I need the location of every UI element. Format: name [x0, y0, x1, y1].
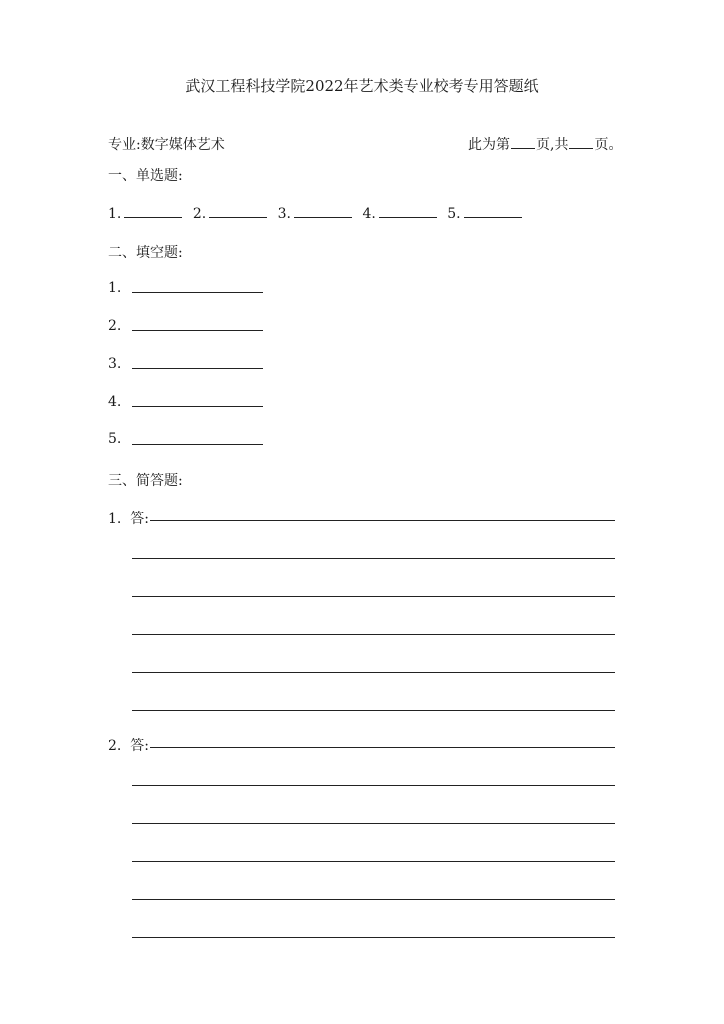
- answer-line[interactable]: [132, 672, 615, 673]
- answer-blank[interactable]: [294, 204, 352, 218]
- answer-blank[interactable]: [209, 204, 267, 218]
- answer-line[interactable]: [150, 747, 615, 748]
- answer-blank[interactable]: [124, 204, 182, 218]
- page-number-blank[interactable]: [511, 134, 535, 149]
- single-choice-row: [108, 204, 528, 222]
- answer-line[interactable]: [132, 634, 615, 635]
- answer-blank[interactable]: [464, 204, 522, 218]
- major-label: 专业:: [108, 137, 141, 153]
- fill-blank-line[interactable]: [132, 330, 263, 331]
- fill-blank-number: 2.: [108, 318, 122, 334]
- fill-blank-number: 3.: [108, 356, 122, 372]
- page-count-info: [468, 134, 622, 154]
- answer-line[interactable]: [132, 823, 615, 824]
- answer-line[interactable]: [132, 558, 615, 559]
- answer-line[interactable]: [132, 861, 615, 862]
- answer-line[interactable]: [150, 520, 615, 521]
- short-answer-question: [108, 735, 149, 755]
- answer-line[interactable]: [132, 710, 615, 711]
- answer-line[interactable]: [132, 899, 615, 900]
- item-number: 5.: [447, 206, 461, 222]
- item-number: 1.: [108, 206, 122, 222]
- answer-line[interactable]: [132, 596, 615, 597]
- item-number: 3.: [277, 206, 291, 222]
- item-number: 2.: [192, 206, 207, 222]
- major-info: [108, 134, 225, 154]
- fill-blank-number: 4.: [108, 394, 122, 410]
- fill-blank-line[interactable]: [132, 406, 263, 407]
- answer-label: 答:: [130, 511, 149, 527]
- answer-label: 答:: [130, 738, 149, 754]
- page-title: 武汉工程科技学院2022年艺术类专业校考专用答题纸: [185, 77, 539, 95]
- fill-blank-number: 1.: [108, 280, 122, 296]
- single-choice-item: [193, 204, 267, 222]
- total-pages-blank[interactable]: [569, 134, 593, 149]
- page-prefix: 此为第: [468, 137, 510, 153]
- question-number: 2.: [108, 738, 122, 754]
- page-suffix: 页。: [594, 137, 623, 153]
- major-value: 数字媒体艺术: [140, 137, 225, 153]
- fill-blank-line[interactable]: [132, 444, 263, 445]
- page-middle: 页,共: [536, 137, 569, 153]
- single-choice-item: [362, 204, 436, 222]
- single-choice-item: [278, 204, 352, 222]
- section-single-choice: 一、单选题:: [108, 168, 183, 184]
- single-choice-item: [108, 204, 182, 222]
- section-short-answer: 三、简答题:: [108, 473, 183, 489]
- item-number: 4.: [362, 206, 376, 222]
- fill-blank-line[interactable]: [132, 368, 263, 369]
- answer-blank[interactable]: [379, 204, 437, 218]
- short-answer-question: [108, 508, 149, 528]
- answer-line[interactable]: [132, 785, 615, 786]
- fill-blank-number: 5.: [108, 431, 122, 447]
- single-choice-item: [447, 204, 521, 222]
- question-number: 1.: [108, 511, 122, 527]
- answer-line[interactable]: [132, 937, 615, 938]
- section-fill-blank: 二、填空题:: [108, 245, 183, 261]
- fill-blank-line[interactable]: [132, 292, 263, 293]
